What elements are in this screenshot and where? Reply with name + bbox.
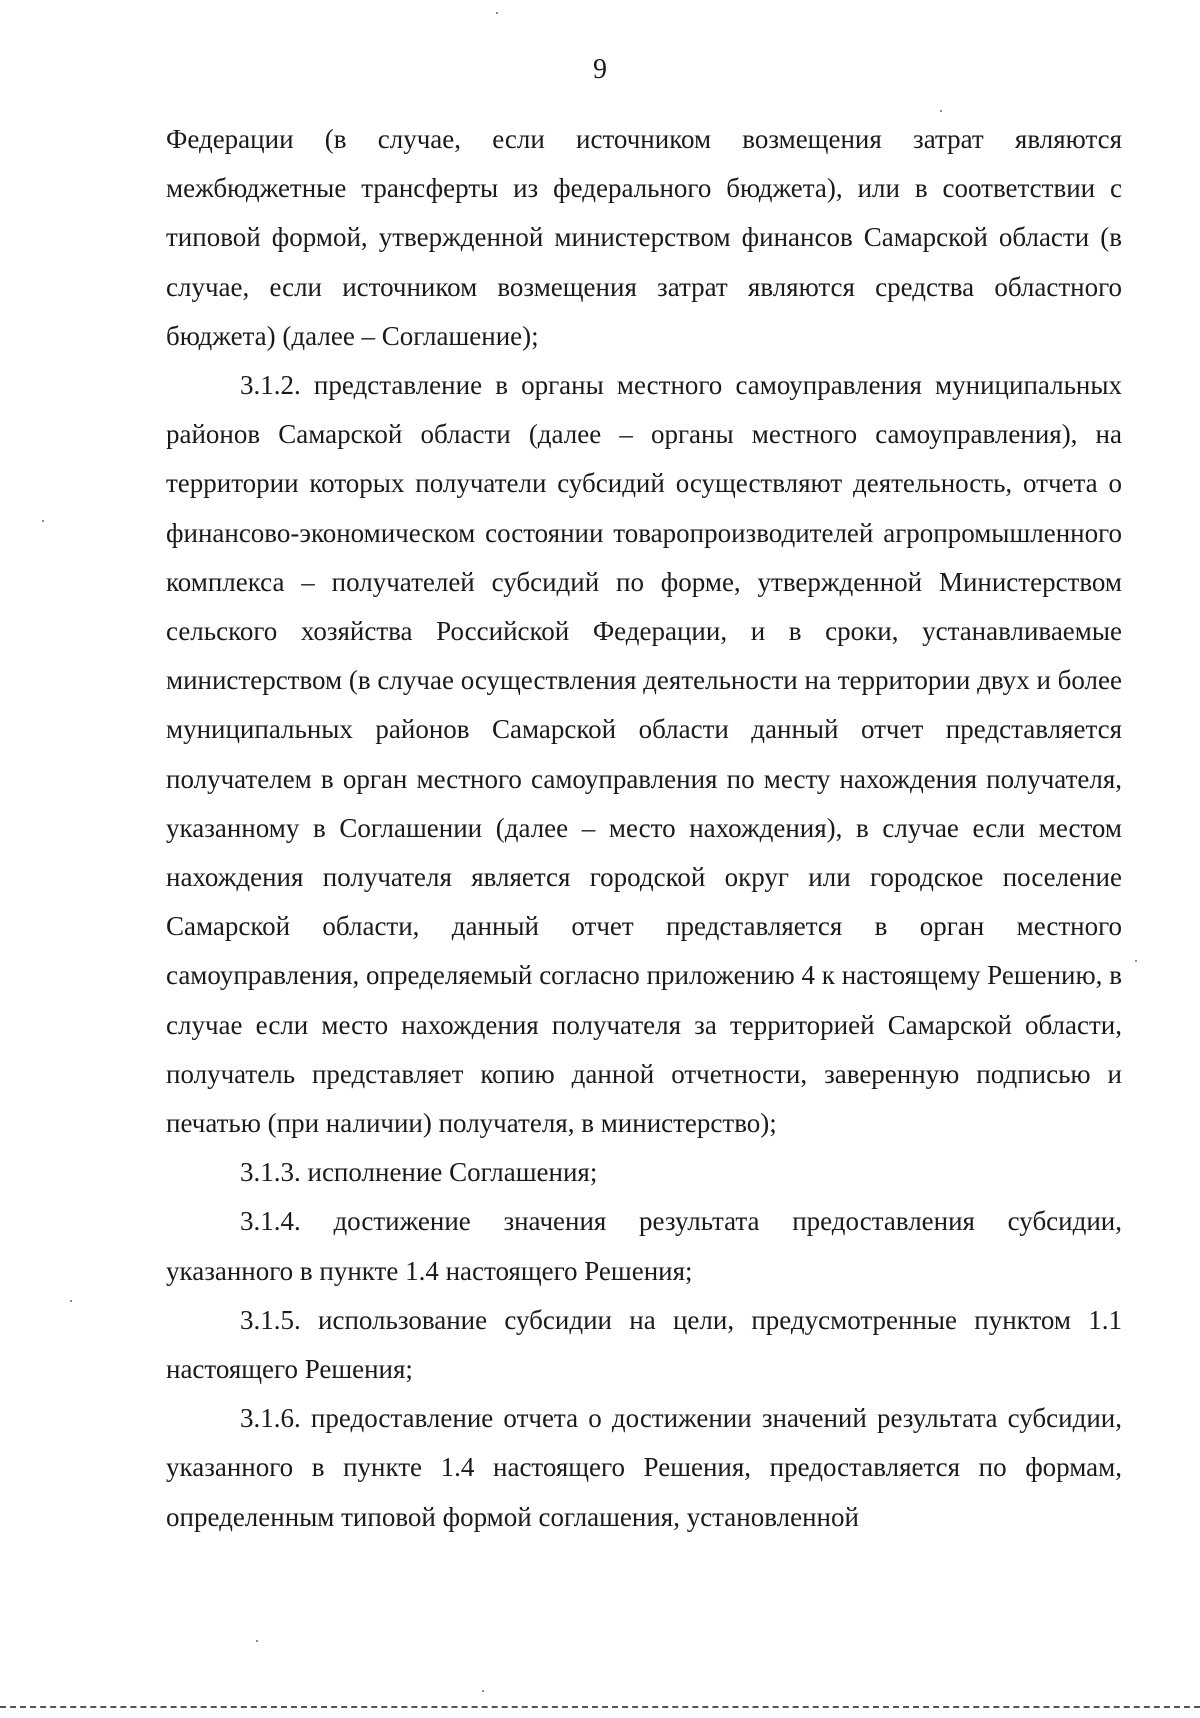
scan-speck bbox=[940, 110, 942, 112]
paragraph-3-1-5: 3.1.5. использование субсидии на цели, предусмотренные пунктом 1.1 настоящего Решения; bbox=[166, 1304, 1122, 1385]
scan-speck bbox=[70, 1300, 72, 1302]
scan-speck bbox=[1135, 960, 1137, 962]
scan-speck bbox=[482, 1690, 484, 1692]
page-number: 9 bbox=[593, 54, 607, 85]
paragraph-3-1-2: 3.1.2. представление в органы местного самоуправления муниципальных районов Самарской области (далее – органы местного самоуправления), на территории которых получатели субсидий осуществляют деятельность, отчета о финансово-экономическом состоянии товаропроизводителей агропромышленного комплекса – получателей субсидий по форме, утвержденной Министерством сельского хозяйства Российской Федерации, и в сроки, устанавливаемые министерством (в случае осуществления деятельности на территории двух и более муниципальных районов Самарской области данный отчет представляется получателем в орган местного самоуправления по месту нахождения получателя, указанному в Соглашении (далее – место нахождения), в случае если местом нахождения получателя является городской округ или городское поселение Самарской области, данный отчет представляется в орган местного самоуправления, определяемый согласно приложению 4 к настоящему Решению, в случае если место нахождения получателя за территорией Самарской области, получатель представляет копию данной отчетности, заверенную подписью и печатью (при наличии) получателя, в министерство); bbox=[166, 370, 1122, 1139]
paragraph-continuation: Федерации (в случае, если источником возмещения затрат являются межбюджетные трансферты из федерального бюджета), или в соответствии с типовой формой, утвержденной министерством финансов Самарской области (в случае, если источником возмещения затрат являются средства областного бюджета) (далее – Соглашение); bbox=[166, 124, 1122, 351]
scan-speck bbox=[496, 12, 498, 14]
document-body bbox=[166, 115, 1122, 1542]
paragraph-3-1-6: 3.1.6. предоставление отчета о достижении значений результата субсидии, указанного в пункте 1.4 настоящего Решения, предоставляется по формам, определенным типовой формой соглашения, установленной bbox=[166, 1403, 1122, 1532]
paragraph-3-1-4: 3.1.4. достижение значения результата предоставления субсидии, указанного в пункте 1.4 настоящего Решения; bbox=[166, 1206, 1122, 1286]
scan-speck bbox=[256, 1640, 258, 1642]
paragraph-3-1-3: 3.1.3. исполнение Соглашения; bbox=[240, 1157, 598, 1188]
scan-speck bbox=[42, 520, 44, 522]
scan-edge-line bbox=[0, 1706, 1200, 1708]
